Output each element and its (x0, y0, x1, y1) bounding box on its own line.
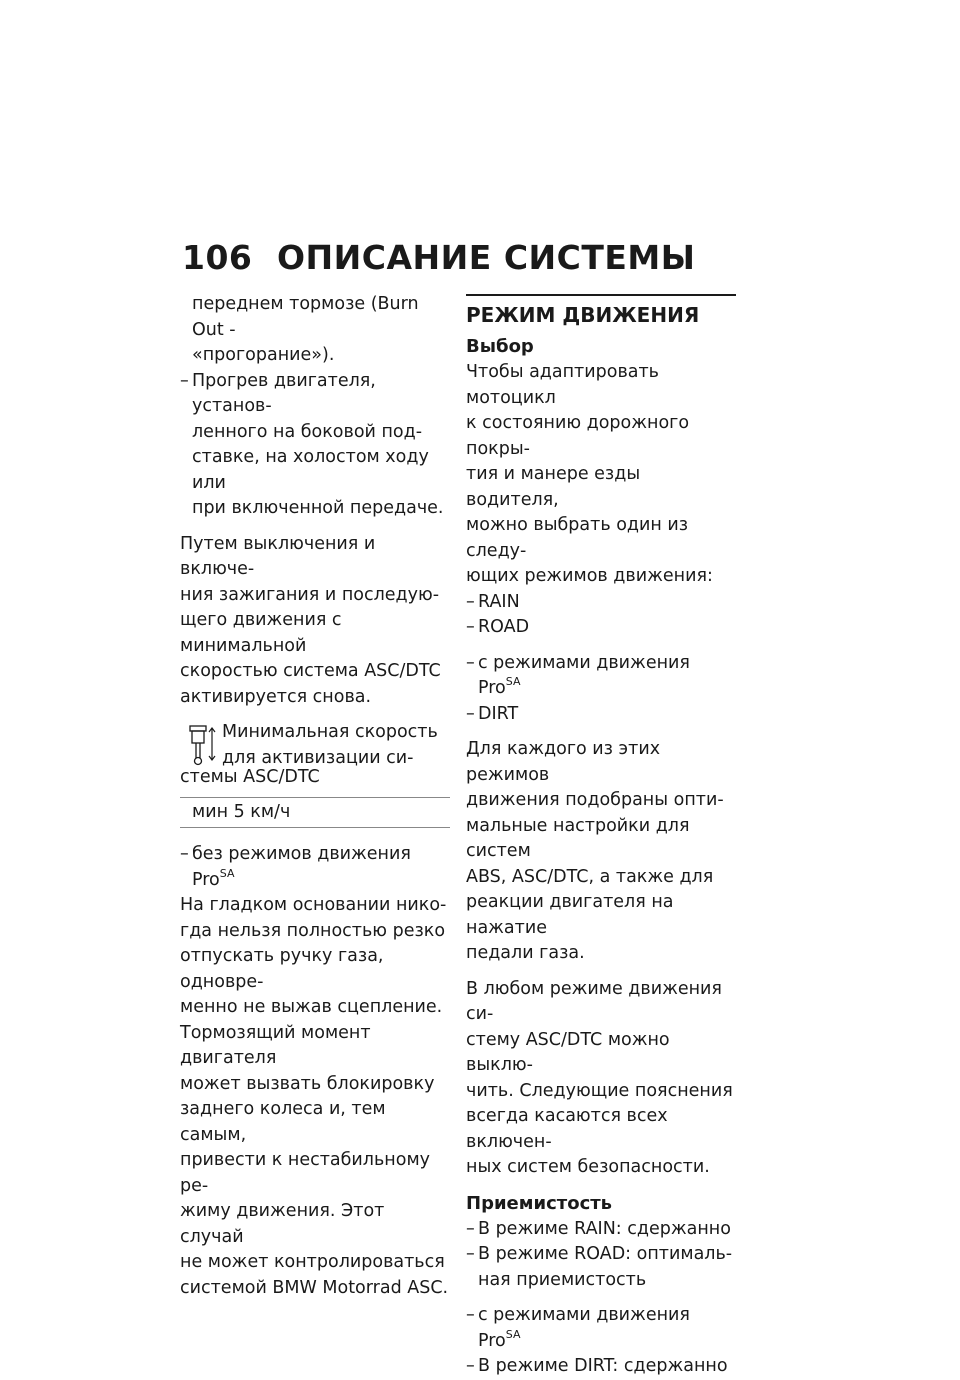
with-pro-label: – с режимами движения Pro$^{SA}$ (466, 652, 690, 698)
mode-dirt: – DIRT (466, 703, 519, 724)
paragraph-activation: Путем выключения и включе- ния зажигания и последую- щего движения с минимальной скоростью система ASC/DTC активируется снова. (180, 533, 441, 707)
with-pro-label-2: – с режимами движения Pro$^{SA}$ (466, 1305, 690, 1351)
left-column (180, 292, 450, 1311)
speed-gauge-icon (180, 720, 222, 768)
bullet-without-pro: – без режимов движения Pro$^{SA}$ (180, 844, 411, 890)
mode-road: – ROAD (466, 617, 530, 637)
paragraph-smooth-surface: На гладком основании нико- гда нельзя полностью резко отпускать ручку газа, одновре- менно не выжав сцепление. Тормозящий момент двигателя может вызвать блокировку заднего колеса и, тем самым, привести к нестабильному ре- жиму движения. Этот случай не может контролироваться системой BMW Motorrad ASC. (180, 895, 449, 1298)
subhead-response: Приемистость (466, 1192, 613, 1214)
right-column (466, 292, 736, 1380)
paragraph-any-mode: В любом режиме движения си- стему ASC/DTC можно выклю- чить. Следующие пояснения всегда касаются всех включен- ных систем безопасности. (466, 978, 733, 1177)
page-header (182, 238, 742, 277)
response-rain: – В режиме RAIN: сдержанно (466, 1218, 731, 1239)
min-speed-value: мин 5 км/ч (180, 797, 450, 828)
mode-rain: – RAIN (466, 591, 520, 612)
response-dirt: – В режиме DIRT: сдержанно (466, 1356, 728, 1376)
subhead-choice: Выбор (466, 336, 534, 357)
response-road: – В режиме ROAD: оптималь- ная приемистость (466, 1244, 733, 1290)
bullet-warmup: – Прогрев двигателя, установ- ленного на боковой под- ставке, на холостом ходу или при включенной передаче. (180, 370, 444, 518)
page-number: 106 (182, 238, 253, 277)
chapter-title: ОПИСАНИЕ СИСТЕМЫ (277, 238, 696, 277)
continued-text: переднем тормозе (Burn Out - «прогорание»). (192, 294, 419, 365)
paragraph-settings: Для каждого из этих режимов движения подобраны опти- мальные настройки для систем ABS, ASC/DTC, а также для реакции двигателя на нажатие педали газа. (466, 739, 724, 963)
min-speed-infobox: Минимальная скорость для активизации си- стемы ASC/DTC мин 5 км/ч (180, 720, 450, 828)
paragraph-choice: Чтобы адаптировать мотоцикл к состоянию дорожного покры- тия и манере езды водителя, можно выбрать один из следу- ющих режимов движения: (466, 362, 713, 586)
section-title: РЕЖИМ ДВИЖЕНИЯ (466, 294, 736, 330)
